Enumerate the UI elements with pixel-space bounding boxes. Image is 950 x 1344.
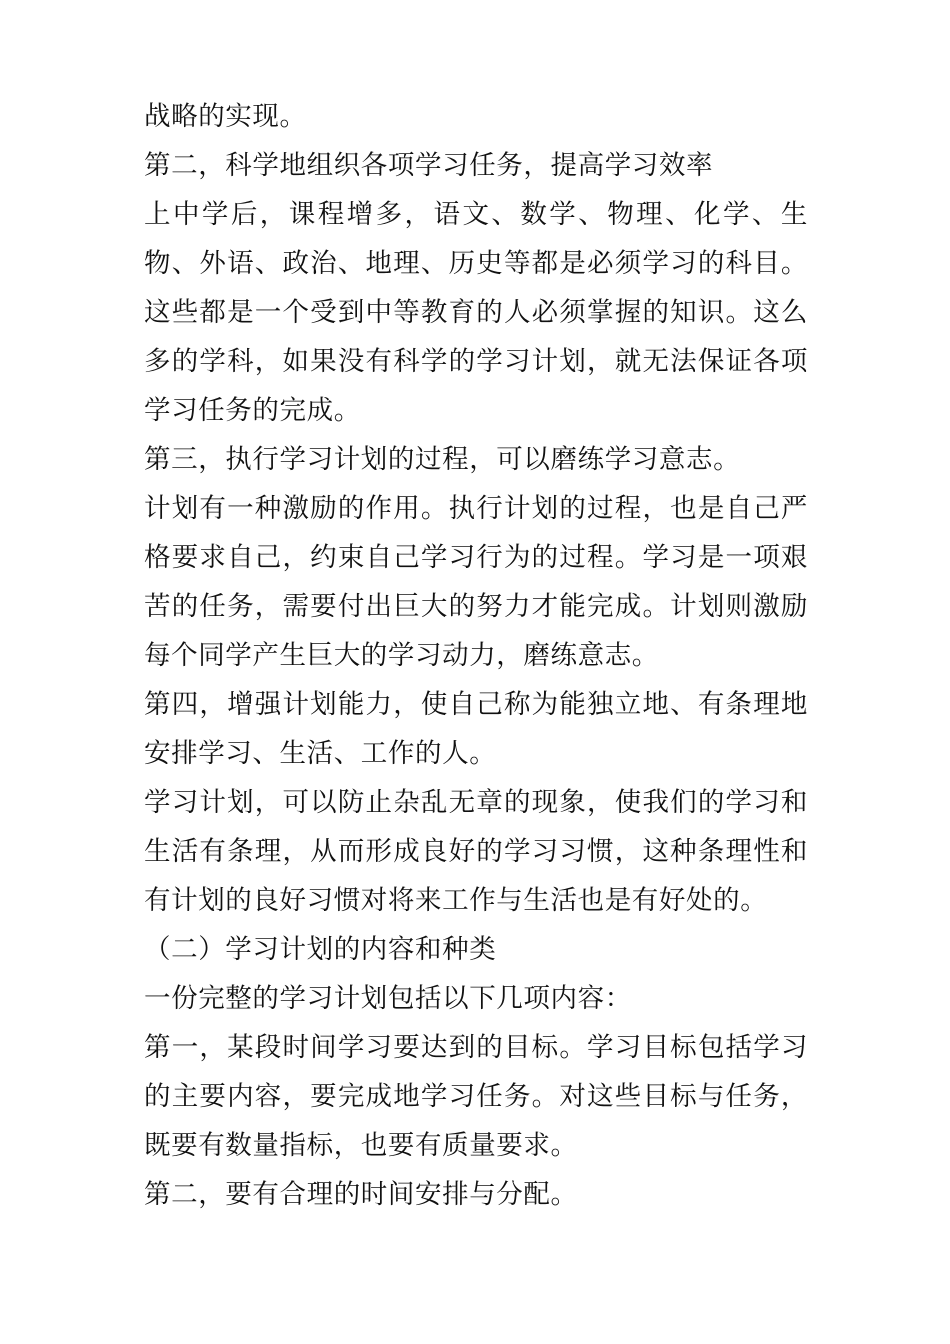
document-body (144, 92, 808, 1219)
paragraph-first-item: 第一，某段时间学习要达到的目标。学习目标包括学习的主要内容，要完成地学习任务。对这些目标与任务，既要有数量指标，也要有质量要求。 (144, 1032, 808, 1161)
paragraph-habits: 学习计划，可以防止杂乱无章的现象，使我们的学习和生活有条理，从而形成良好的学习习惯，这种条理性和有计划的良好习惯对将来工作与生活也是有好处的。 (144, 787, 808, 916)
paragraph-fourth-heading: 第四，增强计划能力，使自己称为能独立地、有条理地安排学习、生活、工作的人。 (144, 689, 808, 769)
paragraph-motivation: 计划有一种激励的作用。执行计划的过程，也是自己严格要求自己，约束自己学习行为的过程。学习是一项艰苦的任务，需要付出巨大的努力才能完成。计划则激励每个同学产生巨大的学习动力，磨练意志。 (144, 493, 808, 671)
paragraph-courses: 上中学后，课程增多，语文、数学、物理、化学、生物、外语、政治、地理、历史等都是必须学习的科目。这些都是一个受到中等教育的人必须掌握的知识。这么多的学科，如果没有科学的学习计划，就无法保证各项学习任务的完成。 (144, 199, 808, 426)
paragraph-strategy-end: 战略的实现。 (144, 101, 307, 132)
section-heading-plan-content: （二）学习计划的内容和种类 (144, 934, 497, 965)
paragraph-plan-items-intro: 一份完整的学习计划包括以下几项内容： (144, 983, 632, 1014)
paragraph-second-item: 第二，要有合理的时间安排与分配。 (144, 1179, 578, 1210)
paragraph-second-heading: 第二，科学地组织各项学习任务，提高学习效率 (144, 150, 714, 181)
paragraph-third-heading: 第三，执行学习计划的过程，可以磨练学习意志。 (144, 444, 741, 475)
